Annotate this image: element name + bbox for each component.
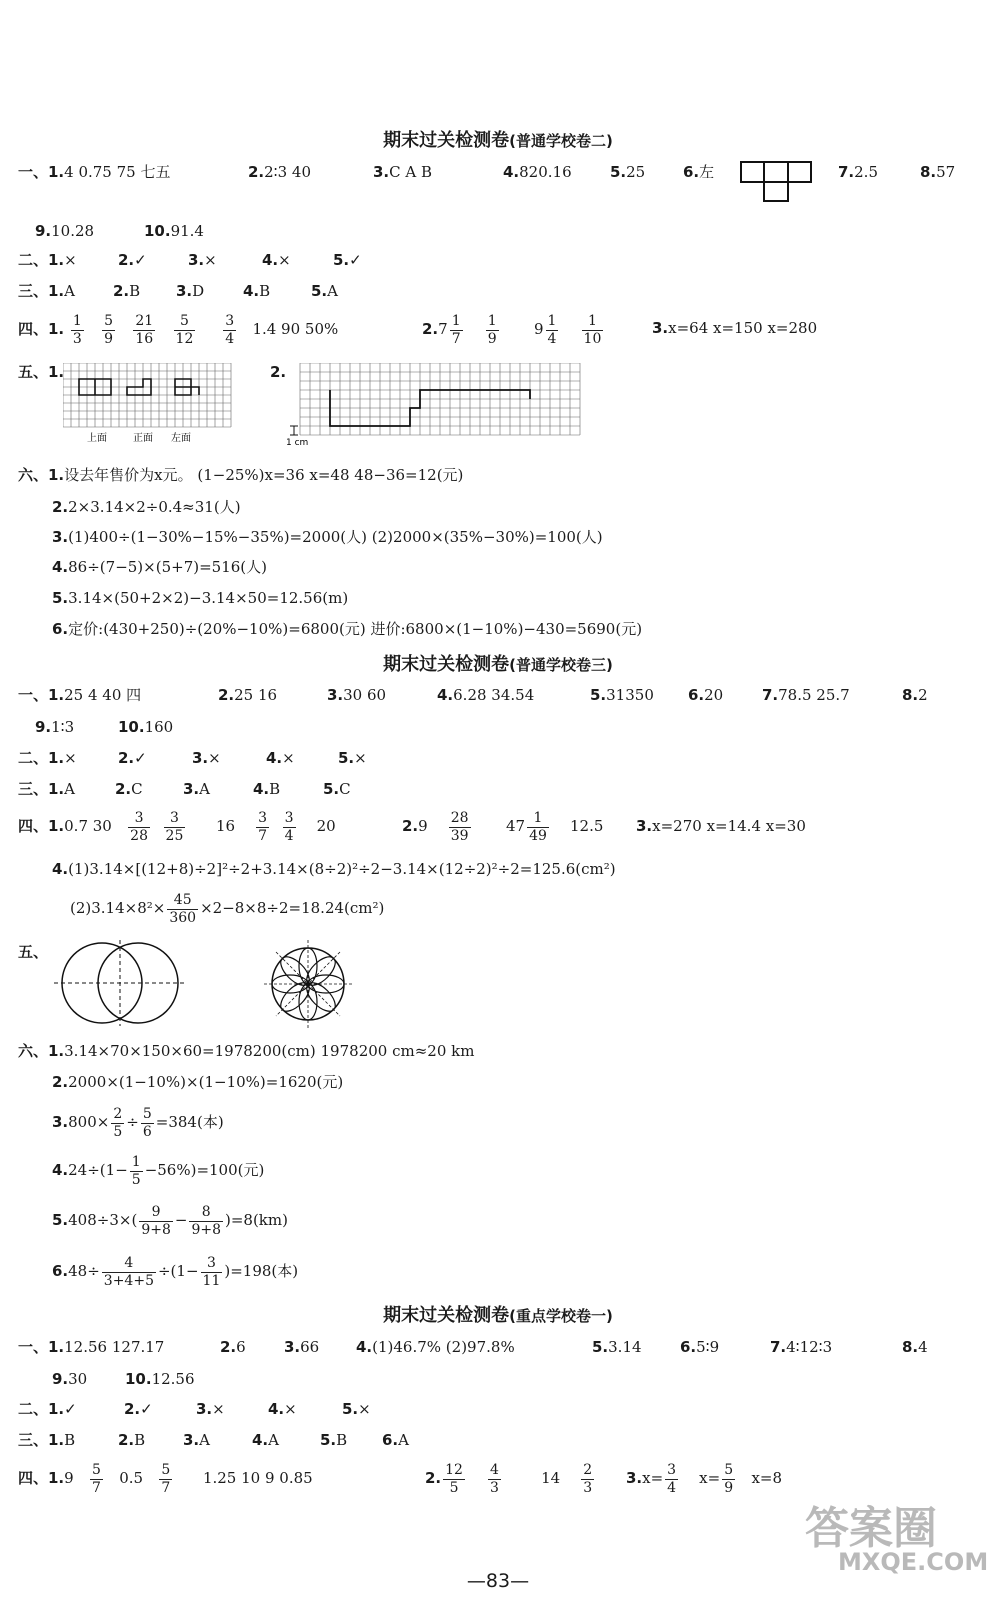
- answer-line: (2)3.14×8²× $\frac{45}{360}$ ×2−8×8÷2=18.24(cm²): [70, 891, 385, 926]
- answer-line: 5.3.14×(50+2×2)−3.14×50=12.56(m): [52, 589, 349, 607]
- section-title: 期末过关检测卷(普通学校卷三): [383, 654, 613, 675]
- grid-views-figure: [63, 363, 233, 443]
- watermark-url: MXQE.COM: [838, 1548, 989, 1576]
- answer-item: 10.12.56: [125, 1370, 195, 1388]
- answer-item: 3.A: [183, 1431, 210, 1449]
- answer-line: 2. $\frac{12}{5}$ $\frac{4}{3}$ 14 $\frac{2}{3}$: [425, 1461, 593, 1496]
- section-title: 期末过关检测卷(普通学校卷二): [383, 130, 613, 151]
- answer-item: 3.x=64 x=150 x=280: [652, 319, 818, 337]
- answer-item: 3.C A B: [373, 163, 433, 181]
- answer-item: 2.✓: [118, 749, 147, 767]
- answer-item: 2.C: [115, 780, 143, 798]
- fraction: $\frac{1}{3}$: [72, 312, 82, 347]
- answer-line: 4.86÷(7−5)×(5+7)=516(人): [52, 558, 267, 576]
- answer-item: 4.×: [266, 749, 295, 767]
- answer-line: 六、1.设去年售价为x元。 (1−25%)x=36 x=48 48−36=12(元): [18, 466, 464, 484]
- answer-line: 3.x= $\frac{3}{4}$ x= $\frac{5}{9}$ x=8: [626, 1461, 783, 1496]
- fraction: $\frac{5}{9}$: [104, 312, 114, 347]
- answer-item: 4.6.28 34.54: [437, 686, 535, 704]
- answer-item: 4.×: [262, 251, 291, 269]
- answer-item: 5.C: [323, 780, 351, 798]
- view-label: 正面: [133, 433, 153, 443]
- answer-item: 6.左: [683, 163, 715, 181]
- answer-item: 9.1∶3: [35, 718, 75, 736]
- grid-path-figure: [286, 363, 586, 445]
- answer-item: 4.B: [243, 282, 271, 300]
- fraction: $\frac{5}{12}$: [175, 312, 194, 347]
- answer-line: 一、1.25 4 40 四: [18, 686, 142, 704]
- answer-line: 四、1.0.7 30 $\frac{3}{28}$ $\frac{3}{25}$ 16 $\frac{3}{7}$ $\frac{3}{4}$ 20: [18, 809, 336, 844]
- scale-label: 1 cm: [286, 438, 309, 445]
- answer-item: 5.3.14: [592, 1338, 642, 1356]
- answer-item: 4.×: [268, 1400, 297, 1418]
- answer-item: 7.2.5: [838, 163, 878, 181]
- answer-item: 8.57: [920, 163, 956, 181]
- view-shape-figure: [740, 161, 812, 203]
- answer-item: 3.66: [284, 1338, 320, 1356]
- answer-item: 5.25: [610, 163, 646, 181]
- answer-item: 3.D: [176, 282, 205, 300]
- answer-item: 三、1.A: [18, 780, 75, 798]
- answer-line: 六、1.3.14×70×150×60=1978200(cm) 1978200 cm≈20 km: [18, 1042, 475, 1060]
- answer-line: 2.2×3.14×2÷0.4≈31(人): [52, 498, 241, 516]
- answer-item: 2.B: [113, 282, 141, 300]
- answer-item: 8.2: [902, 686, 928, 704]
- answer-item: 5.A: [311, 282, 338, 300]
- view-label: 上面: [87, 433, 107, 443]
- answer-item: 3.30 60: [327, 686, 387, 704]
- two-circles-figure: [50, 938, 190, 1028]
- answer-item: 五、1.: [18, 363, 65, 381]
- answer-item: 4.820.16: [503, 163, 572, 181]
- section-title: 期末过关检测卷(重点学校卷一): [383, 1305, 613, 1326]
- view-label: 左面: [171, 433, 191, 443]
- answer-line: 3.800× $\frac{2}{5}$ ÷ $\frac{5}{6}$ =384(本): [52, 1105, 224, 1140]
- answer-line: 5.408÷3×( $\frac{9}{9+8}$ − $\frac{8}{9+8}$ )=8(km): [52, 1203, 288, 1238]
- answer-item: 9.30: [52, 1370, 88, 1388]
- answer-item: 9.10.28: [35, 222, 95, 240]
- answer-item: 4.B: [253, 780, 281, 798]
- answer-item: 2.✓: [124, 1400, 153, 1418]
- answer-item: 3.×: [196, 1400, 225, 1418]
- answer-item: 5.B: [320, 1431, 348, 1449]
- answer-item: 5.31350: [590, 686, 654, 704]
- answer-line: 4.(1)3.14×[(12+8)÷2]²÷2+3.14×(8÷2)²÷2−3.14×(12÷2)²÷2=125.6(cm²): [52, 860, 616, 878]
- answer-item: 6.A: [382, 1431, 409, 1449]
- answer-item: 4.A: [252, 1431, 279, 1449]
- answer-line: 一、1.4 0.75 75 七五: [18, 163, 171, 181]
- answer-line: 2.7 $\frac{1}{7}$ $\frac{1}{9}$ 9 $\frac{1}{4}$ $\frac{1}{10}$: [422, 312, 602, 347]
- answer-item: 三、1.A: [18, 282, 75, 300]
- answer-item: 7.4∶12∶3: [770, 1338, 833, 1356]
- answer-item: 二、1.✓: [18, 1400, 77, 1418]
- answer-line: 2.2000×(1−10%)×(1−10%)=1620(元): [52, 1073, 344, 1091]
- answer-item: 2.2∶3 40: [248, 163, 311, 181]
- answer-item: 三、1.B: [18, 1431, 76, 1449]
- answer-item: 10.91.4: [144, 222, 204, 240]
- answer-item: 2.: [270, 363, 287, 381]
- page-number: —83—: [466, 1570, 530, 1592]
- answer-line: 四、1. $\frac{1}{3}$ $\frac{5}{9}$ $\frac{21}{16}$ $\frac{5}{12}$ $\frac{3}{4}$ 1.4 90 50%: [18, 312, 339, 347]
- answer-item: 6.20: [688, 686, 724, 704]
- answer-item: 3.×: [192, 749, 221, 767]
- answer-item: 二、1.×: [18, 251, 77, 269]
- answer-item: 3.×: [188, 251, 217, 269]
- answer-line: 4.24÷(1− $\frac{1}{5}$ −56%)=100(元): [52, 1153, 265, 1188]
- answer-line: 6.48÷ $\frac{4}{3+4+5}$ ÷(1− $\frac{3}{11}$ )=198(本): [52, 1254, 299, 1289]
- answer-item: 3.A: [183, 780, 210, 798]
- answer-item: 5.×: [338, 749, 367, 767]
- answer-item: 5.✓: [333, 251, 362, 269]
- answer-line: 2.9 $\frac{28}{39}$ 47 $\frac{1}{49}$ 12.5: [402, 809, 604, 844]
- answer-item: 3.x=270 x=14.4 x=30: [636, 817, 806, 835]
- answer-item: 2.B: [118, 1431, 146, 1449]
- fraction: $\frac{3}{4}$: [225, 312, 235, 347]
- answer-item: 二、1.×: [18, 749, 77, 767]
- answer-item: 2.6: [220, 1338, 246, 1356]
- answer-line: 四、1.9 $\frac{5}{7}$ 0.5 $\frac{5}{7}$ 1.25 10 9 0.85: [18, 1461, 313, 1496]
- answer-item: 6.5∶9: [680, 1338, 720, 1356]
- watermark-logo: 答案圈: [805, 1503, 937, 1554]
- answer-item: 2.✓: [118, 251, 147, 269]
- answer-item: 4.(1)46.7% (2)97.8%: [356, 1338, 515, 1356]
- answer-item: 10.160: [118, 718, 174, 736]
- flower-circle-figure: [263, 938, 353, 1030]
- answer-item: 2.25 16: [218, 686, 278, 704]
- answer-line: 3.(1)400÷(1−30%−15%−35%)=2000(人) (2)2000×(35%−30%)=100(人): [52, 528, 603, 546]
- fraction: $\frac{21}{16}$: [135, 312, 154, 347]
- answer-item: 7.78.5 25.7: [762, 686, 850, 704]
- answer-item: 五、: [18, 943, 49, 961]
- answer-line: 6.定价:(430+250)÷(20%−10%)=6800(元) 进价:6800×(1−10%)−430=5690(元): [52, 620, 643, 638]
- answer-item: 5.×: [342, 1400, 371, 1418]
- answer-line: 一、1.12.56 127.17: [18, 1338, 165, 1356]
- answer-item: 8.4: [902, 1338, 928, 1356]
